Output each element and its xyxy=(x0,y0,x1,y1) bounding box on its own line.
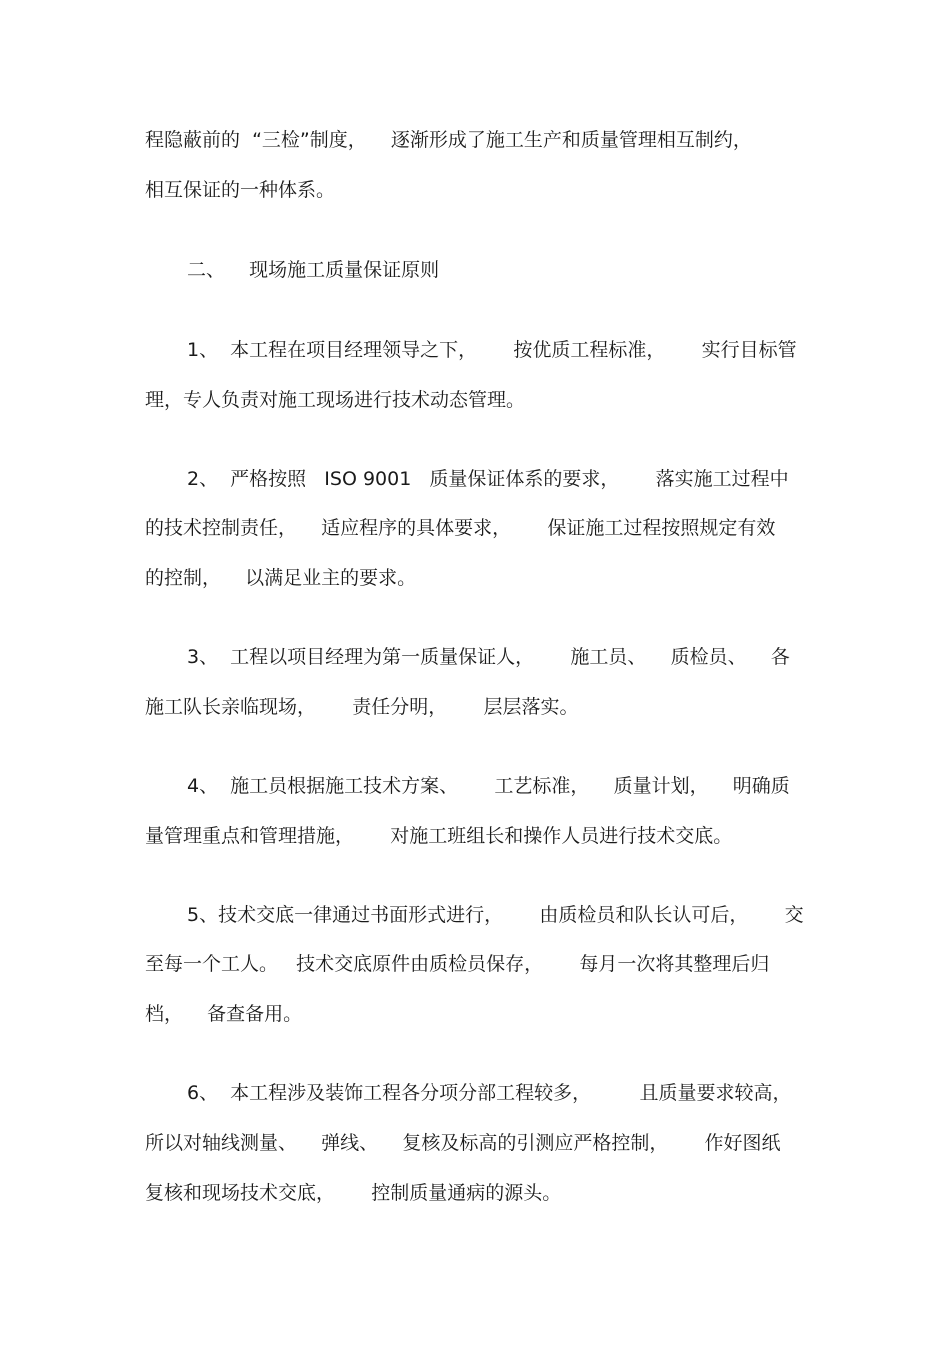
list-item-6-line: 6、 本工程涉及装饰工程各分项分部工程较多， 且质量要求较高， xyxy=(187,1082,792,1104)
list-item-3-line: 施工队长亲临现场， 责任分明， 层层落实。 xyxy=(145,696,579,718)
list-item-3-line: 3、 工程以项目经理为第一质量保证人， 施工员、 质检员、 各 xyxy=(187,646,790,668)
paragraph-line: 相互保证的一种体系。 xyxy=(145,179,336,201)
list-item-5-line: 至每一个工人。 技术交底原件由质检员保存， 每月一次将其整理后归 xyxy=(145,953,770,975)
list-item-5-line: 档， 备查备用。 xyxy=(145,1003,303,1025)
paragraph-line: 程隐蔽前的 “三检”制度， 逐渐形成了施工生产和质量管理相互制约， xyxy=(145,129,752,151)
list-item-5-line: 5、技术交底一律通过书面形式进行， 由质检员和队长认可后， 交 xyxy=(187,904,804,926)
list-item-1-line: 1、 本工程在项目经理领导之下， 按优质工程标准， 实行目标管 xyxy=(187,339,797,361)
list-item-2-line: 的控制， 以满足业主的要求。 xyxy=(145,567,417,589)
section-heading: 二、 现场施工质量保证原则 xyxy=(187,259,440,281)
list-item-2-line: 的技术控制责任， 适应程序的具体要求， 保证施工过程按照规定有效 xyxy=(145,517,776,539)
list-item-2-line: 2、 严格按照 ISO 9001 质量保证体系的要求， 落实施工过程中 xyxy=(187,468,789,490)
list-item-6-line: 复核和现场技术交底， 控制质量通病的源头。 xyxy=(145,1182,562,1204)
list-item-4-line: 量管理重点和管理措施， 对施工班组长和操作人员进行技术交底。 xyxy=(145,825,733,847)
list-item-4-line: 4、 施工员根据施工技术方案、 工艺标准， 质量计划， 明确质 xyxy=(187,775,790,797)
list-item-6-line: 所以对轴线测量、 弹线、 复核及标高的引测应严格控制， 作好图纸 xyxy=(145,1132,781,1154)
list-item-1-line: 理，专人负责对施工现场进行技术动态管理。 xyxy=(145,389,526,411)
